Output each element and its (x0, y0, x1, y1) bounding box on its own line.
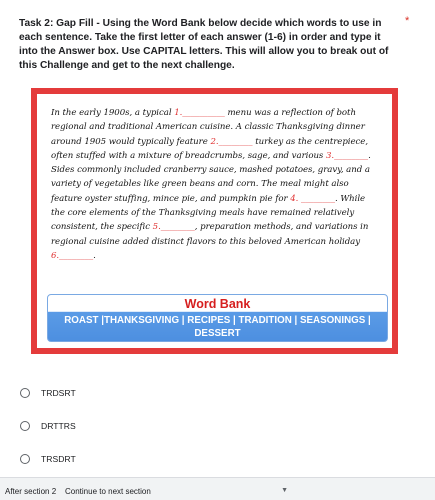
section-select-value: Continue to next section (65, 487, 151, 496)
passage-text: . (93, 250, 96, 261)
blank-6: 6.________ (51, 250, 94, 261)
word-bank-title: Word Bank (184, 297, 251, 311)
after-section-label: After section 2 (5, 487, 57, 496)
passage-text: . While the core elements of the Thanksgiving meals have remained relatively consistent, the specific (51, 193, 366, 233)
answer-option-label: DRTTRS (41, 421, 76, 431)
radio-button[interactable] (20, 421, 30, 431)
answer-options (20, 386, 76, 485)
question-title: Task 2: Gap Fill - Using the Word Bank below decide which words to use in each sentence. Take the first letter of each answer (1-6) in order and type it into the Answer box. Use CAPITAL letters. This will allow you to break out of this Challenge and get to the next challenge. (19, 18, 389, 71)
passage-text: menu was a reflection of both regional and traditional American cuisine. A classic Thanksgiving dinner around 1905 would typically feature (51, 108, 365, 147)
answer-option[interactable] (20, 386, 76, 400)
answer-option-label: TRSDRT (41, 454, 76, 464)
passage-text: , preparation methods, and variations in regional cuisine added distinct flavors to this beloved American holiday (51, 222, 369, 247)
section-navigation-select[interactable] (65, 484, 290, 498)
gap-fill-passage (51, 106, 378, 263)
question-image (31, 88, 398, 354)
passage-text: . Sides commonly included cranberry sauce, mashed potatoes, gravy, and a variety of vegetables like green beans and corn. The meal might also feature oyster stuffing, mince pie, and pumpkin pie for (51, 150, 371, 204)
answer-option[interactable] (20, 419, 76, 433)
passage-text: In the early 1900s, a typical (51, 108, 175, 118)
blank-5: 5.________ (152, 222, 195, 233)
blank-2: 2.________ (210, 136, 253, 147)
section-footer (0, 478, 435, 500)
blank-4: 4. ________ (290, 193, 336, 204)
radio-button[interactable] (20, 388, 30, 398)
blank-3: 3.________ (325, 150, 369, 161)
word-bank (47, 294, 388, 342)
answer-option[interactable] (20, 452, 76, 466)
passage-text: turkey as the centrepiece, often stuffed with a mixture of breadcrumbs, sage, and various (51, 136, 369, 161)
answer-option-label: TRDSRT (41, 388, 76, 398)
caret-down-icon: ▼ (281, 487, 288, 494)
blank-1: 1.__________ (174, 108, 225, 118)
radio-button[interactable] (20, 454, 30, 464)
question-image-inner (37, 94, 392, 348)
required-marker: * (405, 15, 410, 27)
word-bank-words: ROAST |THANKSGIVING | RECIPES | TRADITION | SEASONINGS | DESSERT (64, 315, 371, 339)
